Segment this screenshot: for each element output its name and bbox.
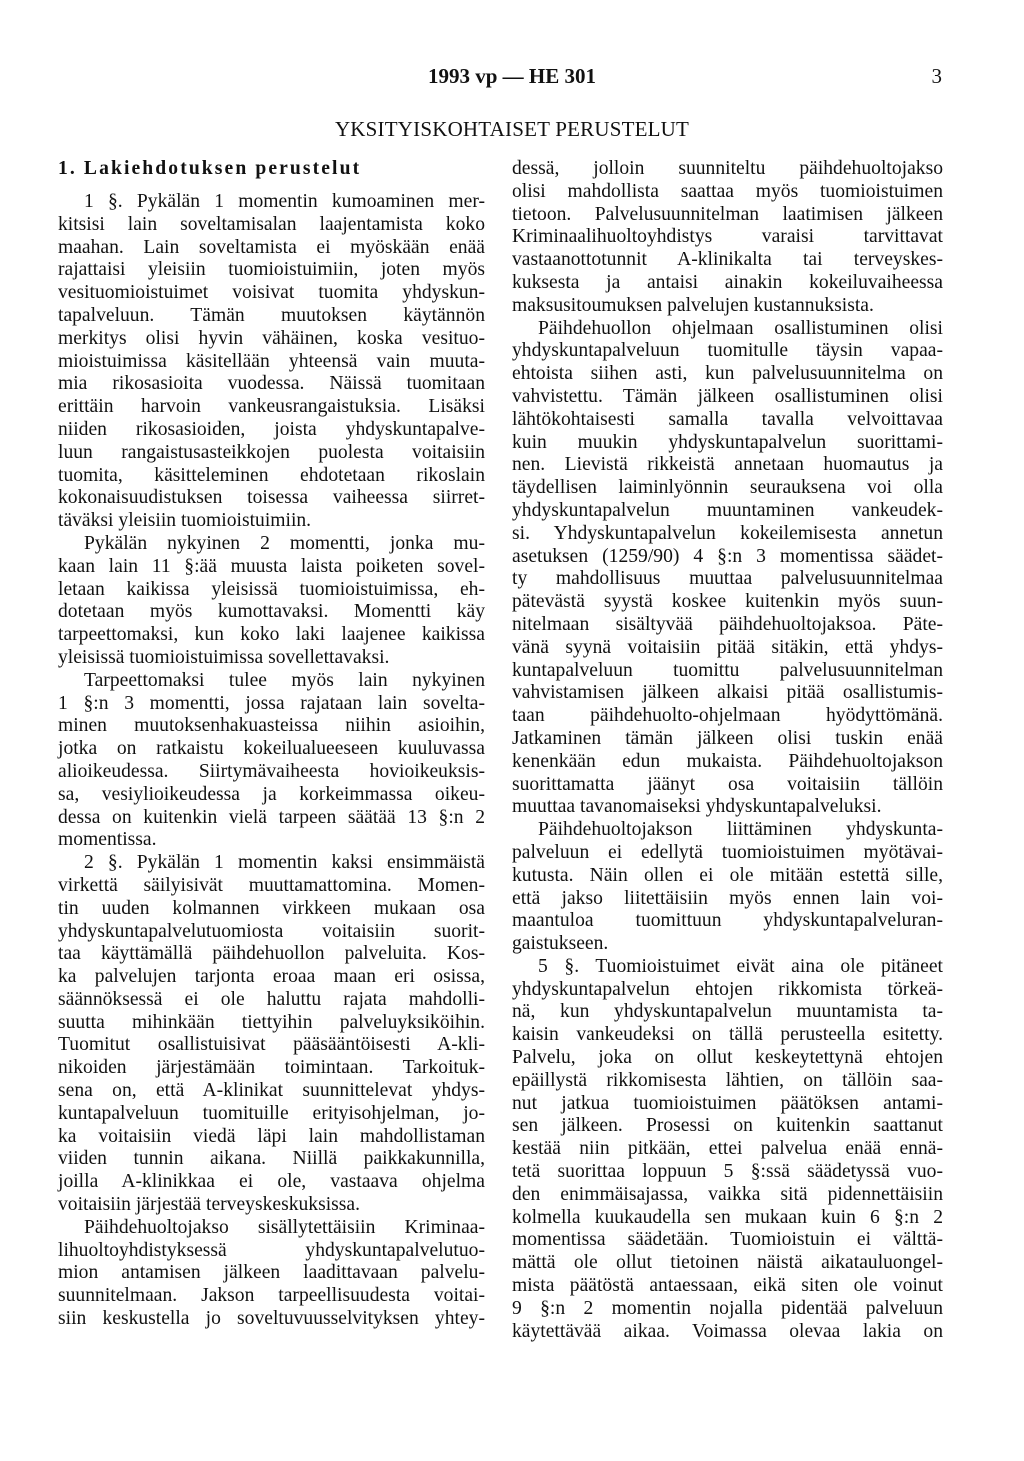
text-line: dessa on kuitenkin vielä tarpeen säätää 13 §:n 2 (58, 806, 485, 828)
page-number: 3 (931, 64, 942, 88)
text-line: maksusitoumuksen palvelujen kustannuksista. (512, 294, 874, 316)
document-reference: 1993 vp — HE 301 (427, 64, 597, 88)
text-line: käytettävää aikaa. Voimassa olevaa lakia on (512, 1320, 943, 1342)
text-line: momentissa säädetään. Tuomioistuin ei välttä- (512, 1229, 943, 1251)
text-line: 1 §:n 3 momentti, jossa rajataan lain sovelta- (58, 692, 485, 714)
text-line: yhdyskuntapalvelun ehtojen rikkomista törkeä- (512, 978, 943, 1000)
text-line: momentissa. (58, 829, 157, 851)
text-line: että jakso liitettäisiin myös ennen lain voi- (512, 887, 943, 909)
text-line: mioistuimissa käsitellään yhteensä vain muuta- (58, 350, 485, 372)
text-line: kaisin vankeudeksi on tällä perusteella esitetty. (512, 1024, 943, 1046)
text-line: mista päätöstä antaessaan, eikä siten ole voinut (512, 1275, 943, 1297)
text-line: Tarpeettomaksi tulee myös lain nykyinen (84, 669, 485, 691)
text-line: luun rangaistusasteikkojen puolesta voitaisiin (58, 441, 485, 463)
text-line: kenenkään edun mukaista. Päihdehuoltojakson (512, 750, 943, 772)
text-line: tarpeettomaksi, kun koko laki laajenee kaikissa (58, 624, 485, 646)
text-line: säännöksessä ei ole haluttu rajata mahdolli- (58, 988, 485, 1010)
text-line: Päihdehuoltojakson liittäminen yhdyskunta- (538, 819, 943, 841)
text-line: erittäin harvoin vankeusrangaistuksia. Lisäksi (58, 396, 485, 418)
text-line: olisi mahdollista saattaa myös tuomioistuimen (512, 180, 943, 202)
text-line: kuin muukin yhdyskuntapalvelun suorittami- (512, 431, 943, 453)
text-line: Kriminaalihuoltoyhdistys varaisi tarvittavat (512, 226, 943, 248)
text-line: yhdyskuntapalvelun muuntaminen vankeudek- (512, 499, 943, 521)
text-line: ka palvelujen tarjonta eroaa maan eri osissa, (58, 966, 485, 988)
text-line: Tuomitut osallistuisivat pääsääntöisesti A-kli- (58, 1034, 485, 1056)
text-line: 9 §:n 2 momentin nojalla pidentää palveluun (512, 1297, 943, 1319)
text-line: dessä, jolloin suunniteltu päihdehuoltojakso (512, 158, 943, 179)
text-line: ty mahdollisuus muuttaa palvelusuunnitelmaa (512, 568, 943, 590)
text-line: täydellisen laiminlyönnin seurauksena voi olla (512, 477, 943, 499)
text-line: merkitys olisi hyvin vähäinen, koska vesituo- (58, 327, 485, 349)
text-line: maantuloa tuomittuun yhdyskuntapalveluran- (512, 910, 943, 932)
text-line: tapalveluun. Tämän muutoksen käytännön (58, 304, 485, 326)
text-line: nen. Lievistä rikkeistä annetaan huomautus ja (512, 454, 943, 476)
text-line: vänä syynä voitaisiin pitää sitäkin, että yhdys- (512, 636, 943, 658)
text-line: kuntapalveluun tuomittu palvelusuunnitelman (512, 659, 943, 681)
text-line: taa käyttämällä päihdehuollon palveluita. Kos- (58, 943, 485, 965)
text-line: sena on, että A-klinikat suunnittelevat yhdys- (58, 1080, 485, 1102)
text-line: maahan. Lain soveltamista ei myöskään enää (58, 236, 485, 258)
text-line: letaan kaikissa yleisissä tuomioistuimissa, eh- (58, 578, 485, 600)
text-line: ehtoista siihen asti, kun palvelusuunnitelma on (512, 363, 943, 385)
text-line: Jatkaminen tämän jälkeen olisi tuskin enää (512, 727, 943, 749)
text-line: Pykälän nykyinen 2 momentti, jonka mu- (84, 532, 485, 554)
text-line: kuntapalveluun tuomituille erityisohjelman, jo- (58, 1102, 485, 1124)
text-line: sa, vesiylioikeudessa ja korkeimmassa oikeu- (58, 783, 485, 805)
text-line: mia rikosasioita vuodessa. Näissä tuomitaan (58, 373, 485, 395)
text-line: 2 §. Pykälän 1 momentin kaksi ensimmäistä (84, 852, 485, 874)
text-line: lihuoltoyhdistyksessä yhdyskuntapalvelutuo- (58, 1239, 485, 1261)
text-line: Päihdehuoltojakso sisällytettäisiin Kriminaa- (84, 1216, 485, 1238)
text-line: epäillystä rikkomisesta lähtien, on tällöin saa- (512, 1069, 943, 1091)
text-line: nut jatkua tuomioistuimen päätöksen antami- (512, 1092, 943, 1114)
text-line: muuttaa tavanomaiseksi yhdyskuntapalveluksi. (512, 796, 882, 818)
text-line: Päihdehuollon ohjelmaan osallistuminen olisi (538, 317, 943, 339)
section-heading: 1. Lakiehdotuksen perustelut (58, 158, 362, 179)
main-heading: YKSITYISKOHTAISET PERUSTELUT (334, 117, 690, 141)
text-line: rajattaisi yleisiin tuomioistuimiin, joten myös (58, 259, 485, 281)
text-line: vahvistettu. Tämän jälkeen osallistuminen olisi (512, 385, 943, 407)
running-header (0, 64, 1024, 96)
text-line: den enimmäisajassa, vaikka sitä pidennettäisiin (512, 1183, 943, 1205)
text-line: kitsisi lain soveltamisalan laajentamista koko (58, 213, 485, 235)
text-line: tetä suorittaa loppuun 5 §:ssä säädetyssä vuo- (512, 1161, 943, 1183)
text-line: vahvistamisen jälkeen alkaisi pitää osallistumis- (512, 682, 943, 704)
text-line: minen muutoksenhakuasteissa niihin asioihin, (58, 715, 485, 737)
text-line: mion antamisen jälkeen laadittavaan palvelu- (58, 1262, 485, 1284)
text-line: tuomita, käsitteleminen ehdotetaan rikoslain (58, 464, 485, 486)
text-line: ka voitaisiin viedä läpi lain mahdollistaman (58, 1125, 485, 1147)
left-column (58, 158, 485, 1331)
text-line: 5 §. Tuomioistuimet eivät aina ole pitäneet (538, 955, 943, 977)
text-line: Palvelu, joka on ollut keskeytettynä ehtojen (512, 1047, 943, 1069)
text-line: asetuksen (1259/90) 4 §:n 3 momentissa säädet- (512, 545, 943, 567)
text-line: tietoon. Palvelusuunnitelman laatimisen jälkeen (512, 203, 943, 225)
text-line: virkettä säilyisivät muuttamattomina. Momen- (58, 874, 485, 896)
text-line: kaan lain 11 §:ää muusta laista poiketen sovel- (58, 555, 485, 577)
text-line: si. Yhdyskuntapalvelun kokeilemisesta annetun (512, 522, 943, 544)
text-line: kuksesta ja antaisi ainakin kokeiluvaiheessa (512, 271, 943, 293)
text-line: suorittamatta jäänyt osa voitaisiin tällöin (512, 773, 943, 795)
text-line: dotetaan myös kumottavaksi. Momentti käy (58, 601, 485, 623)
text-line: täväksi yleisiin tuomioistuimiin. (58, 510, 312, 532)
text-line: taan päihdehuolto-ohjelmaan hyödyttömänä. (512, 705, 943, 727)
text-line: pätevästä syystä koskee kuitenkin myös suun- (512, 591, 943, 613)
text-line: nikoiden järjestämään toimintaan. Tarkoituk- (58, 1057, 485, 1079)
text-line: vastaanottotunnit A-klinikalta tai terveyskes- (512, 249, 943, 271)
text-line: tin uuden kolmannen virkkeen mukaan osa (58, 897, 485, 919)
text-line: yhdyskuntapalvelutuomiosta voitaisiin suorit- (58, 920, 485, 942)
text-line: viiden tunnin aikana. Niillä paikkakunnilla, (58, 1148, 485, 1170)
text-line: lähtökohtaisesti samalla tavalla velvoittavaa (512, 408, 943, 430)
right-column (512, 158, 943, 1343)
text-line: jotka on ratkaistu kokeilualueeseen kuuluvassa (58, 738, 485, 760)
text-line: suunnitelmaan. Jakson tarpeellisuudesta voitai- (58, 1285, 485, 1307)
text-line: gaistukseen. (512, 933, 609, 955)
text-line: suutta mihinkään tiettyihin palveluyksiköihin. (58, 1011, 485, 1033)
text-line: voitaisiin järjestää terveyskeskuksissa. (58, 1194, 361, 1216)
text-line: palveluun ei edellytä tuomioistuimen myötävai- (512, 841, 943, 863)
text-line: nä, kun yhdyskuntapalvelun muuntamista ta- (512, 1001, 943, 1023)
text-line: kokonaisuudistuksen toisessa vaiheessa siirret- (58, 487, 485, 509)
text-line: yhdyskuntapalveluun tuomitulle täysin vapaa- (512, 340, 943, 362)
text-line: nitelmaan sisältyvää päihdehuoltojaksoa. Päte- (512, 613, 943, 635)
text-line: mättä ole ollut tietoinen näistä aikatauluongel- (512, 1252, 943, 1274)
text-line: niiden rikosasioiden, joista yhdyskuntapalve- (58, 418, 485, 440)
text-line: kutusta. Näin ollen ei ole mitään estettä sille, (512, 864, 943, 886)
text-line: kestää niin pitkään, ettei palvelua enää ennä- (512, 1138, 943, 1160)
text-line: alioikeudessa. Siirtymävaiheesta hovioikeuksis- (58, 760, 485, 782)
text-line: vesituomioistuimet voisivat tuomita yhdyskun- (58, 282, 485, 304)
text-line: sen jälkeen. Prosessi on kuitenkin saattanut (512, 1115, 943, 1137)
text-line: siin keskustella jo soveltuvuusselvityksen yhtey- (58, 1308, 485, 1330)
text-line: joilla A-klinikkaa ei ole, vastaava ohjelma (58, 1171, 485, 1193)
text-line: yleisissä tuomioistuimissa sovellettavaksi. (58, 646, 390, 668)
text-line: kolmella kuukaudella sen mukaan kuin 6 §:n 2 (512, 1206, 943, 1228)
text-line: 1 §. Pykälän 1 momentin kumoaminen mer- (84, 191, 485, 212)
